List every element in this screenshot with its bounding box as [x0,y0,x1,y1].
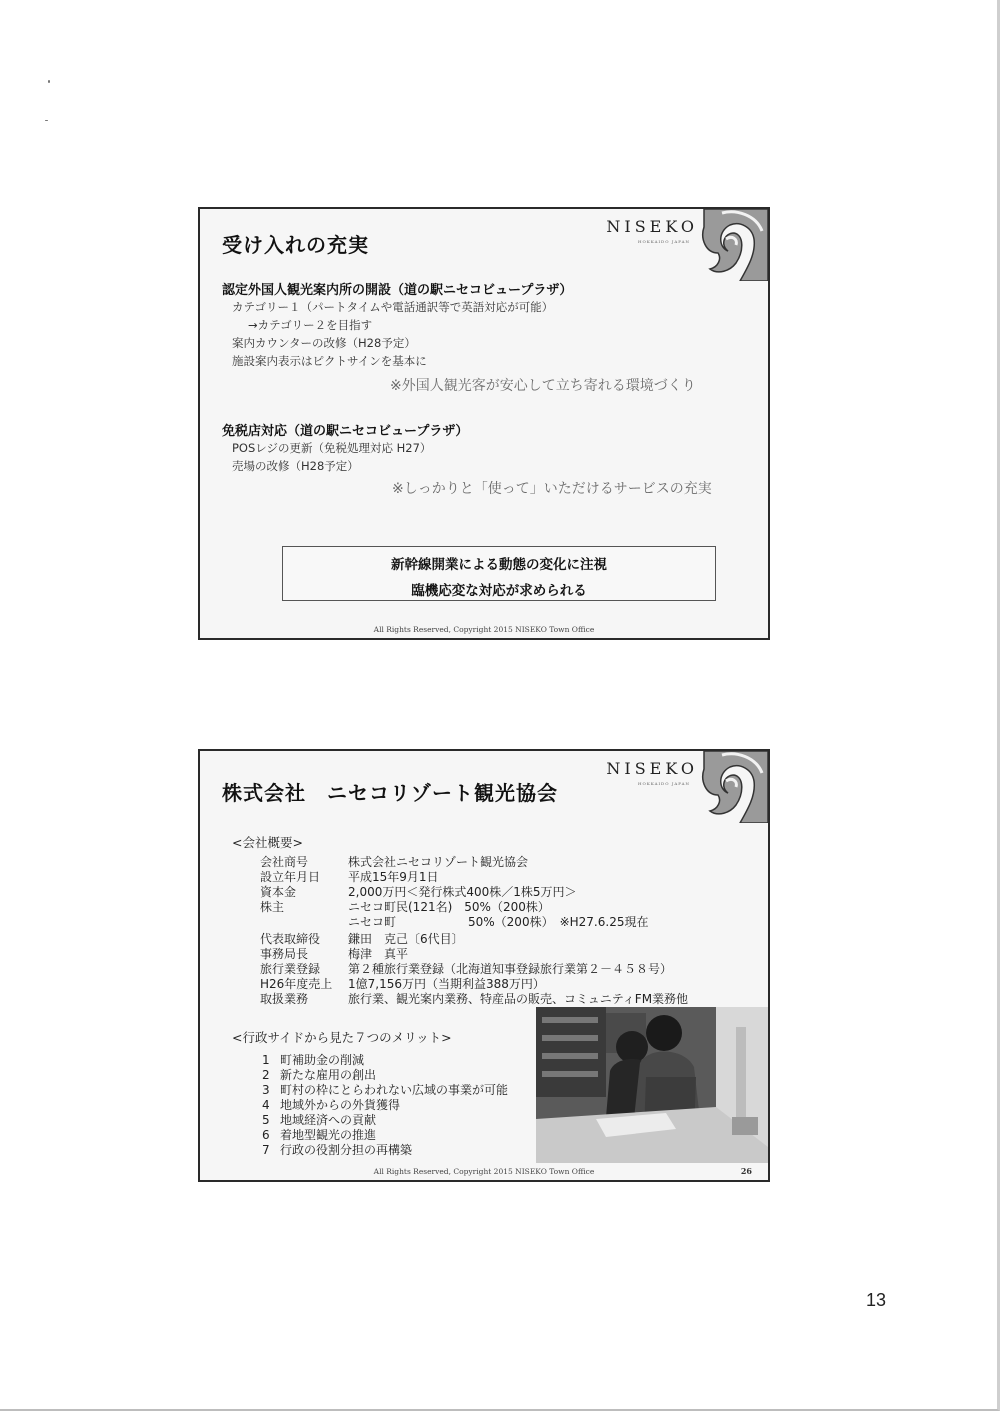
merit-item [262,1141,412,1158]
merit-number: 7 [262,1143,270,1157]
merit-number: 4 [262,1098,270,1112]
copyright-footer: All Rights Reserved, Copyright 2015 NISEKO Town Office [373,625,595,634]
text-line: 案内カウンターの改修（H28予定） [232,336,416,350]
photo-illustration [536,1007,768,1163]
callout-line: 臨機応変な対応が求められる [411,583,587,599]
slide-number: 26 [740,1166,752,1176]
text-line: POSレジの更新（免税処理対応 H27） [232,441,432,455]
niseko-emblem-icon [696,751,768,823]
logo-text: NISEKO [606,217,698,236]
info-label: 旅行業登録 [260,962,321,976]
info-value: 株式会社ニセコリゾート観光協会 [348,855,529,869]
info-label: 設立年月日 [260,870,321,884]
info-label: 資本金 [260,885,297,899]
slide-company-overview [198,749,770,1182]
merits-heading: <行政サイドから見た７つのメリット> [232,1030,452,1045]
merit-number: 3 [262,1083,270,1097]
scan-speck [48,80,50,83]
page-number: 13 [866,1290,887,1310]
niseko-emblem-icon [696,209,768,281]
text-line: 施設案内表示はピクトサインを基本に [232,354,427,368]
info-value: 梅津 真平 [348,947,409,961]
staff-at-counter-photo [536,1007,768,1163]
merit-number: 2 [262,1068,270,1082]
text-line: カテゴリー１（パートタイムや電話通訳等で英語対応が可能） [232,300,554,314]
info-value: 鎌田 克己〔6代目〕 [348,932,464,946]
info-value: 1億7,156万円（当期利益388万円） [348,977,545,991]
niseko-logo [598,209,768,275]
merit-text: 地域経済への貢献 [280,1113,377,1127]
merit-text: 町補助金の削減 [280,1053,365,1067]
text-line: 売場の改修（H28予定） [232,459,359,473]
merit-number: 6 [262,1128,270,1142]
merit-number: 1 [262,1053,270,1067]
note-text: ※外国人観光客が安心して立ち寄れる環境づくり [390,378,696,394]
info-value: 第２種旅行業登録（北海道知事登録旅行業第２－４５８号） [348,962,673,976]
merit-text: 着地型観光の推進 [280,1128,377,1142]
callout-line: 新幹線開業による動態の変化に注視 [391,557,607,573]
section-heading-tax-free: 免税店対応（道の駅ニセコビュープラザ） [222,424,469,439]
scan-speck [45,120,48,121]
slide-title: 株式会社 ニセコリゾート観光協会 [222,781,558,805]
info-value: 平成15年9月1日 [348,870,439,884]
info-value: 旅行業、観光案内業務、特産品の販売、コミュニティFM業務他 [348,992,689,1006]
info-label: 取扱業務 [260,992,309,1006]
slide-reception [198,207,770,640]
info-value: ニセコ町 50%（200株） ※H27.6.25現在 [348,915,649,929]
info-label: H26年度売上 [260,977,333,991]
niseko-logo [598,751,768,817]
merit-text: 行政の役割分担の再構築 [280,1143,413,1157]
info-label: 事務局長 [260,947,309,961]
info-value: ニセコ町民(121名) 50%（200株） [348,900,550,914]
merit-text: 町村の枠にとらわれない広域の事業が可能 [280,1083,509,1097]
text-line: →カテゴリー２を目指す [248,318,373,332]
merit-text: 地域外からの外貨獲得 [280,1098,401,1112]
note-text: ※しっかりと「使って」いただけるサービスの充実 [392,481,712,497]
section-heading-tourist-info: 認定外国人観光案内所の開設（道の駅ニセコビュープラザ） [222,283,573,298]
info-label: 株主 [260,900,285,914]
company-info-heading: <会社概要> [232,835,303,850]
info-value: 2,000万円＜発行株式400株／1株5万円＞ [348,885,577,899]
info-label: 代表取締役 [260,932,321,946]
slide-title: 受け入れの充実 [222,233,369,257]
logo-subtitle: HOKKAIDO JAPAN [637,781,690,786]
merit-text: 新たな雇用の創出 [280,1068,377,1082]
info-label: 会社商号 [260,855,309,869]
copyright-footer: All Rights Reserved, Copyright 2015 NISEKO Town Office [373,1167,595,1176]
logo-text: NISEKO [606,759,698,778]
logo-subtitle: HOKKAIDO JAPAN [637,239,690,244]
merit-number: 5 [262,1113,270,1127]
callout-box [282,546,716,601]
